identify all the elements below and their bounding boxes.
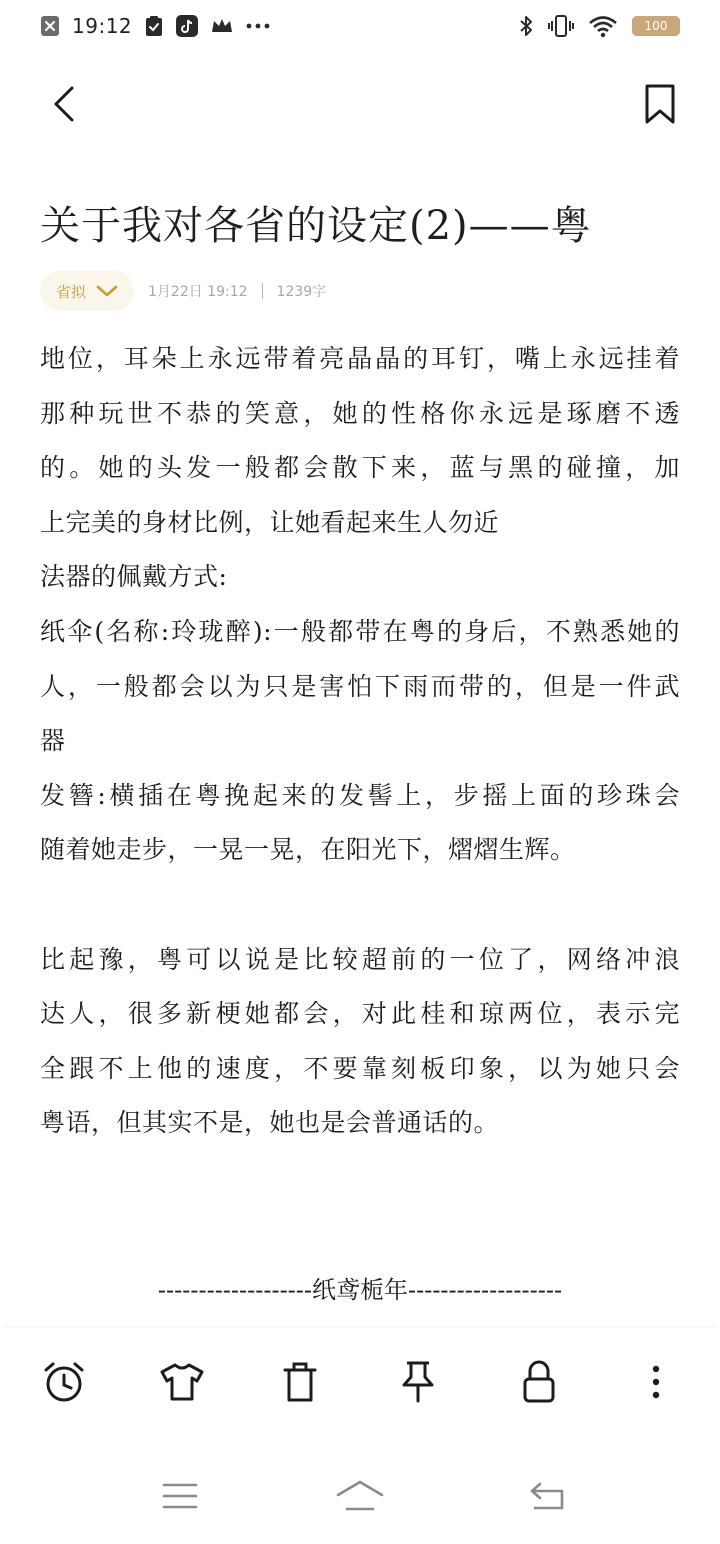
delete-button[interactable]	[276, 1358, 324, 1406]
battery-text: 100	[644, 19, 668, 33]
more-button[interactable]	[632, 1358, 680, 1406]
system-nav-bar	[0, 1440, 720, 1544]
more-dots-icon	[246, 22, 270, 30]
pin-icon	[398, 1359, 438, 1405]
bookmark-button[interactable]	[638, 82, 682, 126]
status-right	[518, 14, 680, 38]
meta-divider	[262, 283, 263, 299]
body-line: 那种玩世不恭的笑意，她的性格你永远是琢磨不透	[40, 398, 680, 428]
body-line: 纸伞(名称:玲珑醉):一般都带在粤的身后，不熟悉她的	[40, 616, 680, 646]
battery-icon	[632, 16, 680, 36]
body-line: 地位，耳朵上永远带着亮晶晶的耳钉，嘴上永远挂着	[40, 344, 680, 373]
status-bar	[0, 0, 720, 56]
trash-icon	[280, 1360, 320, 1404]
body-line: 的。她的头发一般都会散下来，蓝与黑的碰撞，加	[40, 453, 680, 483]
body-line: 随着她走步，一晃一晃，在阳光下，熠熠生辉。	[40, 835, 576, 865]
body-line: 人，一般都会以为只是害怕下雨而带的，但是一件武	[40, 671, 680, 701]
wifi-icon	[588, 14, 618, 38]
lock-button[interactable]	[515, 1358, 563, 1406]
back-return-icon	[528, 1480, 568, 1512]
lock-icon	[521, 1359, 557, 1405]
status-left	[40, 14, 270, 38]
bluetooth-icon	[518, 14, 534, 38]
more-vertical-icon	[651, 1365, 661, 1399]
back-button[interactable]	[42, 82, 86, 126]
nav-back-button[interactable]	[520, 1476, 576, 1516]
pin-button[interactable]	[394, 1358, 442, 1406]
note-date: 1月22日 19:12	[148, 284, 248, 300]
tiktok-icon	[176, 15, 198, 37]
top-bar	[0, 70, 720, 140]
nav-menu-button[interactable]	[152, 1476, 208, 1516]
status-time: 19:12	[72, 14, 133, 38]
vibrate-icon	[548, 14, 574, 38]
note-word-count: 1239字	[276, 284, 327, 300]
body-line: 全跟不上他的速度，不要靠刻板印象，以为她只会	[40, 1053, 680, 1083]
note-body[interactable]	[40, 332, 680, 1151]
home-icon	[335, 1479, 385, 1513]
body-line: 法器的佩戴方式:	[40, 562, 228, 592]
bottom-toolbar	[0, 1328, 720, 1438]
body-line: 上完美的身材比例，让她看起来生人勿近	[40, 507, 500, 537]
reminder-button[interactable]	[40, 1358, 88, 1406]
theme-button[interactable]	[158, 1358, 206, 1406]
body-line: 达人，很多新梗她都会，对此桂和琼两位，表示完	[40, 999, 680, 1029]
folder-label: 省拟	[56, 282, 87, 301]
signature-line: -------------------纸鸢栀年-------------------	[157, 1276, 563, 1304]
shirt-icon	[159, 1361, 205, 1403]
alarm-icon	[42, 1360, 86, 1404]
bookmark-icon	[643, 83, 677, 125]
folder-selector[interactable]	[40, 271, 134, 311]
crown-icon	[210, 16, 234, 36]
menu-icon	[162, 1481, 198, 1511]
body-line: 比起豫，粤可以说是比较超前的一位了，网络冲浪	[40, 944, 680, 974]
note-title: 关于我对各省的设定(2)——粤	[40, 203, 592, 249]
body-line: 器	[40, 726, 66, 756]
note-meta	[40, 270, 326, 312]
body-line: 发簪:横插在粤挽起来的发髻上，步摇上面的珍珠会	[40, 780, 680, 810]
close-box-icon	[40, 15, 60, 37]
nav-home-button[interactable]	[332, 1476, 388, 1516]
body-blank-line	[40, 878, 680, 933]
chevron-left-icon	[50, 84, 78, 124]
chevron-down-icon	[96, 284, 118, 298]
check-clipboard-icon	[144, 15, 164, 37]
body-line: 粤语，但其实不是，她也是会普通话的。	[40, 1108, 500, 1138]
